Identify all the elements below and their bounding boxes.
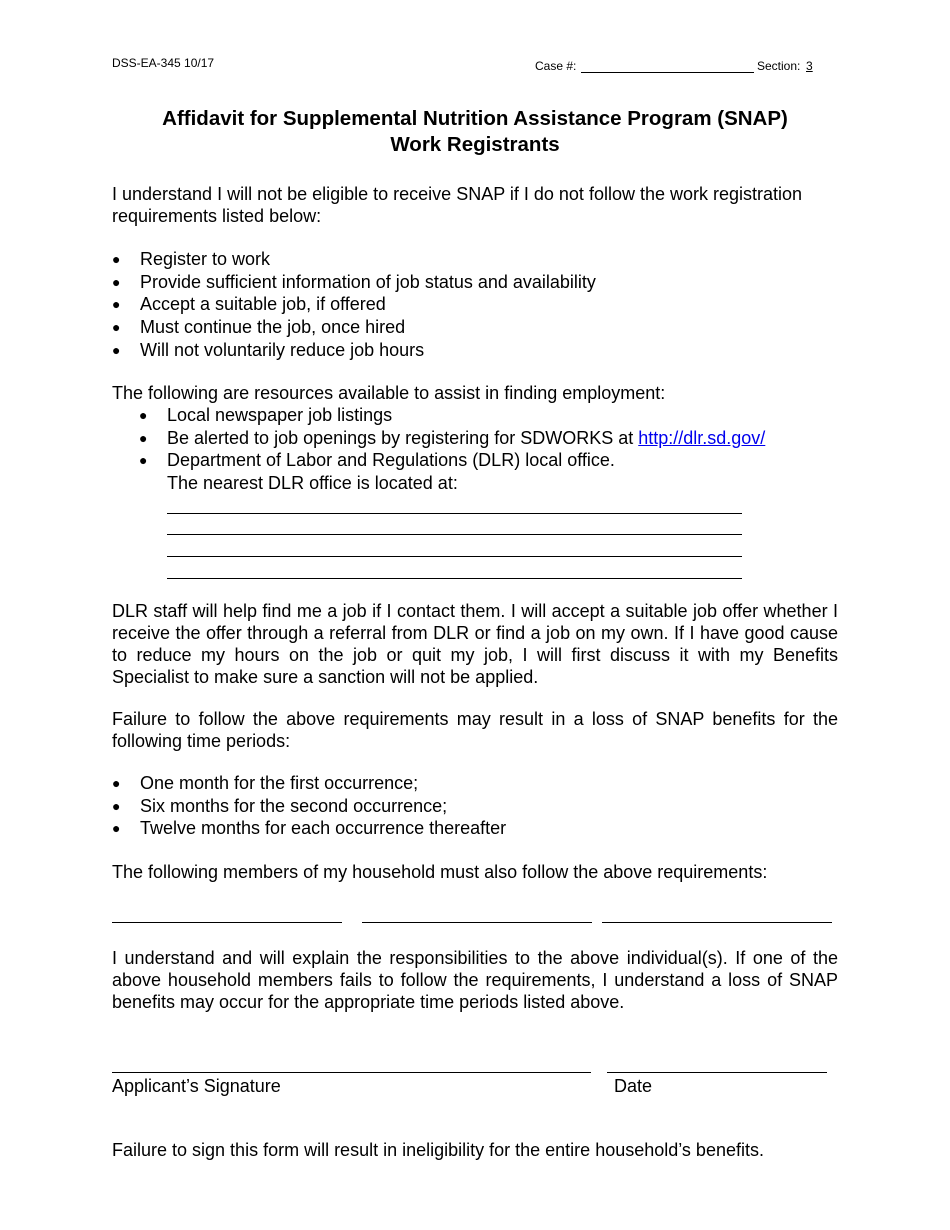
bullet-icon: ●	[139, 407, 148, 423]
date-field[interactable]	[607, 1072, 827, 1073]
list-item: ● Register to work	[112, 249, 271, 269]
section-value: 3	[806, 59, 813, 73]
explain-paragraph: I understand and will explain the responsibilities to the above individual(s). If one of the above household members fails to follow the requirements, I understand a loss of SNAP benefits may occur for the appropriate time periods listed above.	[112, 948, 838, 1012]
applicant-signature-field[interactable]	[112, 1072, 591, 1073]
household-paragraph: The following members of my household must also follow the above requirements:	[112, 862, 768, 882]
intro-paragraph: I understand I will not be eligible to receive SNAP if I do not follow the work registration requirements listed below:	[112, 184, 803, 226]
list-item: ● Local newspaper job listings	[139, 405, 393, 425]
form-id: DSS-EA-345 10/17	[112, 56, 215, 70]
list-item: ● Must continue the job, once hired	[112, 317, 406, 338]
dlr-address-line-4[interactable]	[167, 578, 742, 579]
applicant-signature-label: Applicant’s Signature	[112, 1076, 281, 1096]
dlr-office-prompt: The nearest DLR office is located at:	[167, 473, 458, 494]
household-member-field-1[interactable]	[112, 922, 342, 923]
bullet-icon: ●	[112, 341, 121, 358]
bullet-icon: ●	[112, 251, 121, 267]
dlr-address-line-1[interactable]	[167, 513, 742, 514]
bullet-icon: ●	[139, 452, 148, 469]
list-item: ● Will not voluntarily reduce job hours	[112, 339, 425, 360]
bullet-icon: ●	[112, 820, 121, 837]
title-line-2: Work Registrants	[390, 133, 560, 156]
dlr-address-line-2[interactable]	[167, 534, 742, 535]
sdworks-link[interactable]: http://dlr.sd.gov/	[638, 427, 766, 448]
bullet-icon: ●	[139, 429, 148, 446]
bullet-icon: ●	[112, 296, 121, 313]
penalties-list	[112, 772, 830, 840]
bullet-icon: ●	[112, 775, 121, 791]
dlr-address-line-3[interactable]	[167, 556, 742, 557]
page-title	[112, 106, 838, 158]
title-line-1: Affidavit for Supplemental Nutrition Assistance Program (SNAP)	[162, 107, 788, 130]
list-item: ● Twelve months for each occurrence thereafter	[112, 818, 507, 839]
failure-paragraph: Failure to follow the above requirements may result in a loss of SNAP benefits for the following time periods:	[112, 709, 838, 751]
date-label: Date	[614, 1076, 653, 1096]
bullet-icon: ●	[112, 319, 121, 336]
household-member-field-3[interactable]	[602, 922, 832, 923]
bullet-icon: ●	[112, 797, 121, 814]
list-item: ● Department of Labor and Regulations (DLR) local office. The nearest DLR office is located at:	[139, 450, 615, 494]
section-label: Section:	[757, 59, 801, 73]
resources-list	[139, 404, 837, 495]
resources-heading: The following are resources available to assist in finding employment:	[112, 383, 666, 403]
list-item: ● Accept a suitable job, if offered	[112, 294, 386, 315]
list-item: ● Six months for the second occurrence;	[112, 795, 448, 816]
list-item: ● One month for the first occurrence;	[112, 773, 419, 793]
list-item: ● Provide sufficient information of job status and availability	[112, 271, 596, 292]
case-number-label: Case #:	[535, 59, 577, 73]
dlr-paragraph: DLR staff will help find me a job if I contact them. I will accept a suitable job offer whether I receive the offer through a referral from DLR or find a job on my own. If I have good cause to reduce my hours on the job or quit my job, I will first discuss it with my Benefits Specialist to make sure a sanction will not be applied.	[112, 601, 838, 687]
requirements-list	[112, 248, 830, 362]
household-member-field-2[interactable]	[362, 922, 592, 923]
bullet-icon: ●	[112, 273, 121, 290]
case-number-field[interactable]	[581, 72, 754, 73]
footer-note: Failure to sign this form will result in ineligibility for the entire household’s benefits.	[112, 1140, 764, 1160]
list-item: ● Be alerted to job openings by registering for SDWORKS at http://dlr.sd.gov/	[139, 427, 766, 448]
